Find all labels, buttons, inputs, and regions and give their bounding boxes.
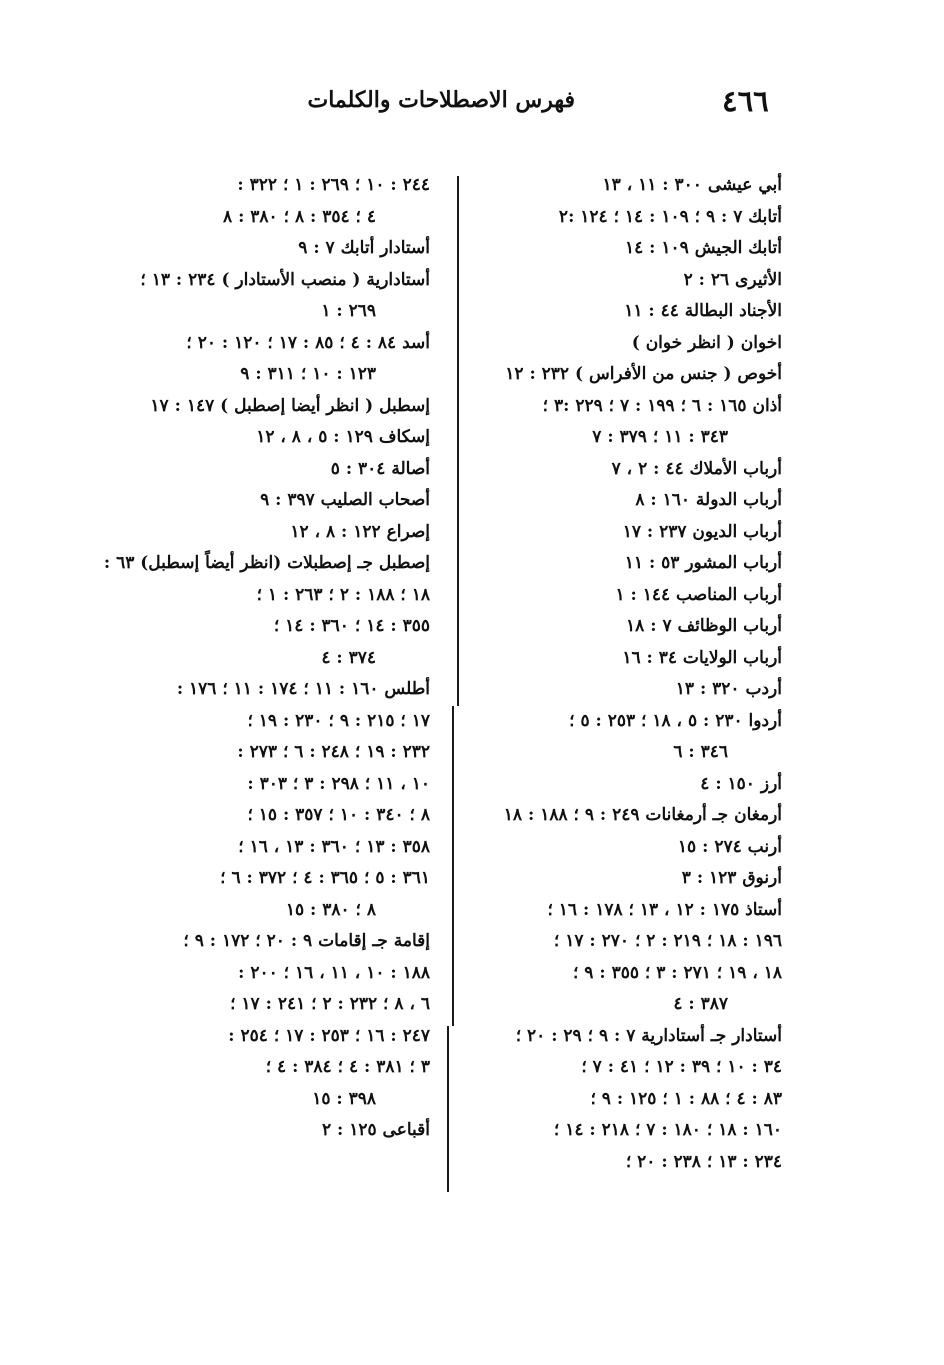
index-entry-line: أرباب المناصب ١٤٤ : ١ [615,584,782,605]
index-entry-line: أرنب ٢٧٤ : ١٥ [677,836,782,857]
index-entry-line: أبي عيشى ٣٠٠ : ١١ ، ١٣ [602,175,782,195]
index-entry-line: ٢٣٢ : ١٩ ؛ ٢٤٨ : ٦ ؛ ٢٧٣ : [237,742,430,762]
index-entry-line: ٢٦٩ : ١ [321,301,376,321]
index-entry-line: أتابك الجيش ١٠٩ : ١٤ [624,238,782,258]
index-entry-line: أستادار جـ أستادارية ٧ : ٩ ؛ ٢٩ : ٢٠ ؛ [515,1025,782,1046]
index-entry-line: ١٧ ؛ ٢١٥ : ٩ ؛ ٢٣٠ : ١٩ ؛ [247,710,430,731]
index-entry-line: أستاذ ١٧٥ : ١٢ ، ١٣ ؛ ١٧٨ : ١٦ ؛ [547,899,782,920]
index-entry-line: ٤ ؛ ٣٥٤ : ٨ ؛ ٣٨٠ : ٨ [223,206,376,227]
index-entry-line: ٨٣ : ٤ ؛ ٨٨ : ١ ؛ ١٢٥ : ٩ ؛ [590,1088,782,1109]
running-title: فهرس الاصطلاحات والكلمات [307,87,575,113]
index-entry-line: ٨ ؛ ٣٨٠ : ١٥ [285,899,376,920]
index-entry-line: أرباب الديون ٢٣٧ : ١٧ [622,521,782,542]
index-entry-line: أرمغان جـ أرمغانات ٢٤٩ : ٩ ؛ ١٨٨ : ١٨ [503,805,782,825]
index-entry-line: ١٢٣ : ١٠ ؛ ٣١١ : ٩ [240,364,376,384]
index-entry-line: أخوص ( جنس من الأفراس ) ٢٣٢ : ١٢ [505,364,782,384]
index-entry-line: ٣٤ : ١٠ ؛ ٣٩ : ١٢ ؛ ٤١ : ٧ ؛ [581,1057,782,1077]
index-entry-line: ٣٨٧ : ٤ [673,994,728,1014]
index-entry-line: أستادارية ( منصب الأستادار ) ٢٣٤ : ١٣ ؛ [140,269,430,290]
column-divider [447,1026,449,1192]
index-entry-line: ١٩٦ : ١٨ ؛ ٢١٩ : ٢ ؛ ٢٧٠ : ١٧ ؛ [553,931,782,951]
index-entry-line: أرنوق ١٢٣ : ٣ [681,868,782,888]
index-entry-line: إصطبل جـ إصطبلات (انظر أيضاً إسطبل) ٦٣ : [103,553,430,573]
index-entry-line: إصراع ١٢٢ : ٨ ، ١٢ [290,521,430,542]
index-entry-line: أرز ١٥٠ : ٤ [700,773,782,794]
index-entry-line: ٣٧٤ : ٤ [321,647,376,668]
index-entry-line: أرباب الوظائف ٧ : ١٨ [626,616,782,636]
index-entry-line: إسكاف ١٢٩ : ٥ ، ٨ ، ١٢ [256,427,430,447]
index-entry-line: اخوان ( انظر خوان ) [631,332,782,353]
index-entry-line: أرباب الدولة ١٦٠ : ٨ [635,490,782,510]
index-entry-line: الأثيرى ٢٦ : ٢ [683,269,782,290]
index-entry-line: أذان ١٦٥ : ٦ ؛ ١٩٩ : ٧ ؛ ٢٢٩ :٣ ؛ [542,395,782,416]
index-column-left [103,170,430,1147]
index-entry-line: أرباب الولايات ٣٤ : ١٦ [622,647,782,668]
index-entry-line: ١٨ ، ١٩ ؛ ٢٧١ : ٣ ؛ ٣٥٥ : ٩ ؛ [572,962,782,983]
index-entry-line: إسطبل ( انظر أيضا إصطبل ) ١٤٧ : ١٧ [150,395,430,416]
index-entry-line: ٣٥٥ : ١٤ ؛ ٣٦٠ : ١٤ ؛ [273,616,430,636]
index-entry-line: أصحاب الصليب ٣٩٧ : ٩ [260,490,430,510]
index-entry-line: ١٠ ، ١١ ؛ ٢٩٨ : ٣ ؛ ٣٠٣ : [247,773,430,794]
index-entry-line: ٣٩٨ : ١٥ [312,1088,376,1109]
index-entry-line: ٦ ، ٨ ؛ ٢٣٢ : ٢ ؛ ٢٤١ : ١٧ ؛ [230,994,430,1014]
index-entry-line: ٣٤٣ : ١١ ؛ ٣٧٩ : ٧ [592,427,728,447]
index-entry-line: أستادار أتابك ٧ : ٩ [298,238,430,258]
index-entry-line: أصالة ٣٠٤ : ٥ [330,458,430,479]
index-entry-line: أطلس ١٦٠ : ١١ ؛ ١٧٤ : ١١ ؛ ١٧٦ : [176,679,430,699]
index-entry-line: أتابك ٧ : ٩ ؛ ١٠٩ : ١٤ ؛ ١٢٤ :٢ [558,206,782,227]
index-entry-line: أردوا ٢٣٠ : ٥ ، ١٨ ؛ ٢٥٣ : ٥ ؛ [569,710,782,731]
index-entry-line: ٣٦١ : ٥ ؛ ٣٦٥ : ٤ ؛ ٣٧٢ : ٦ ؛ [220,868,430,888]
index-entry-line: ٣٤٦ : ٦ [673,742,728,762]
index-entry-line: ٨ ؛ ٣٤٠ : ١٠ ؛ ٣٥٧ : ١٥ ؛ [247,805,430,825]
index-entry-line: ٣ ؛ ٣٨١ : ٤ ؛ ٣٨٤ : ٤ ؛ [265,1057,430,1077]
index-entry-line: أردب ٣٢٠ : ١٣ [675,679,782,699]
index-entry-line: ٢٤٧ : ١٦ ؛ ٢٥٣ : ١٧ ؛ ٢٥٤ : [228,1025,430,1046]
index-entry-line: ٢٤٤ : ١٠ ؛ ٢٦٩ : ١ ؛ ٣٢٢ : [237,175,430,195]
index-entry-line: الأجناد البطالة ٤٤ : ١١ [624,301,782,321]
index-entry-line: أرباب الأملاك ٤٤ : ٢ ، ٧ [611,458,782,479]
index-entry-line: أرباب المشور ٥٣ : ١١ [624,553,782,573]
index-entry-line: ١٨ ؛ ١٨٨ : ٢ ؛ ٢٦٣ : ١ ؛ [256,584,430,605]
index-entry-line: ١٦٠ : ١٨ ؛ ١٨٠ : ٧ ؛ ٢١٨ : ١٤ ؛ [553,1120,782,1140]
index-entry-line: إقامة جـ إقامات ٩ : ٢٠ ؛ ١٧٢ : ٩ ؛ [183,931,430,951]
index-entry-line: ١٨٨ : ١٠ ، ١١ ، ١٦ ؛ ٢٠٠ : [238,962,430,983]
index-entry-line: ٢٣٤ : ١٣ ؛ ٢٣٨ : ٢٠ ؛ [625,1151,782,1172]
index-entry-line: ٣٥٨ : ١٣ ؛ ٣٦٠ : ١٣ ، ١٦ ؛ [238,836,430,857]
page-number: ٤٦٦ [722,84,769,118]
index-column-right [452,170,782,1178]
index-entry-line: أسد ٨٤ : ٤ ؛ ٨٥ : ١٧ ؛ ١٢٠ : ٢٠ ؛ [186,332,430,353]
index-entry-line: أقباعى ١٢٥ : ٢ [321,1120,430,1140]
